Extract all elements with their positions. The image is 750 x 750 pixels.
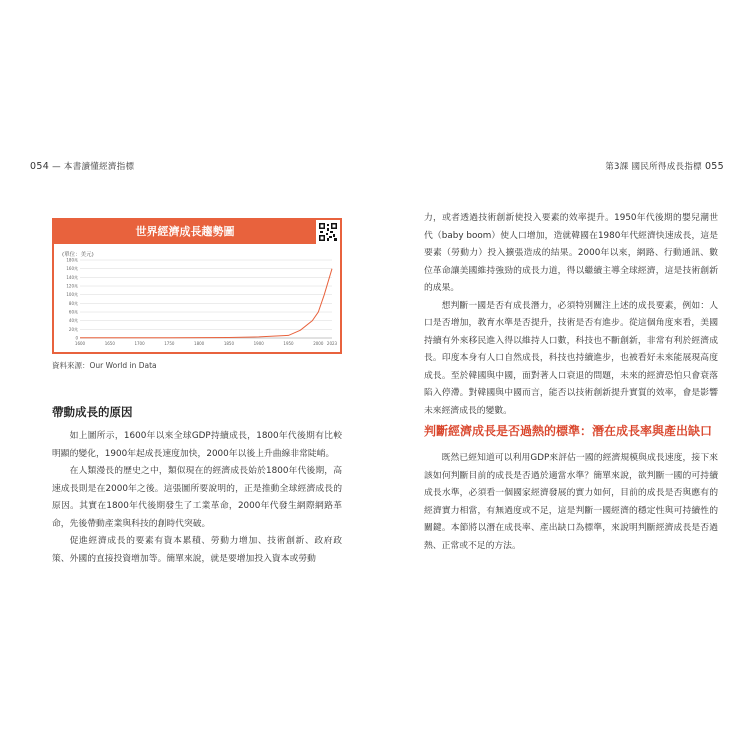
x-tick-label: 1900	[253, 341, 264, 346]
book-title: 本書讀懂經濟指標	[63, 162, 135, 172]
x-tick-label: 2023	[326, 341, 338, 346]
y-tick-label: 120兆	[66, 283, 78, 289]
y-tick-label: 60兆	[68, 309, 78, 315]
header-separator: —	[52, 162, 61, 172]
paragraph: 在人類漫長的歷史之中，類似現在的經濟成長始於1800年代後期，高速成長則是在2000年之後。這張圖所要說明的，正是推動全球經濟成長的原因。其實在1800年代後期發生了工業革命，2000年代發生網際網路革命，先後帶動產業與科技的創時代突破。	[52, 466, 342, 529]
page-number: 054	[30, 161, 50, 172]
paragraph: 促進經濟成長的要素有資本累積、勞動力增加、技術創新、政府政策、外國的直接投資增加等。簡單來說，就是要增加投入資本或勞動	[52, 536, 342, 564]
chapter-title: 國民所得成長指標	[631, 162, 702, 172]
line-chart	[58, 248, 338, 352]
right-page-header	[605, 160, 724, 174]
page-number: 055	[704, 161, 724, 172]
chart-source: 資料來源：Our World in Data	[52, 361, 157, 370]
qr-code-icon	[318, 222, 338, 242]
chart-panel	[52, 218, 342, 354]
y-tick-label: 100兆	[66, 292, 78, 298]
y-tick-label: 160兆	[66, 266, 78, 272]
y-tick-label: 180兆	[66, 257, 78, 263]
paragraph: 既然已經知道可以利用GDP來評估一國的經濟規模與成長速度，接下來該如何判斷目前的成長是否過於適當水準？簡單來說，欲判斷一國的可持續成長水準，必須看一個國家經濟發展的實力如何，目前的成長是否與應有的經濟實力相當，有無過度或不足，這是判斷一國經濟的穩定性與可持續性的關鍵。本節將以潛在成長率、產出缺口為標準，來說明判斷經濟成長是否過熱、正常或不足的方法。	[424, 453, 718, 551]
paragraph: 如上圖所示，1600年以來全球GDP持續成長，1800年代後期有比較明顯的變化，1900年起成長速度加快，2000年以後上升曲線非常陡峭。	[52, 431, 342, 459]
x-tick-label: 1600	[74, 341, 86, 346]
chart-title: 世界經濟成長趨勢圖	[54, 220, 316, 244]
x-tick-label: 1800	[194, 341, 205, 346]
y-tick-label: 140兆	[66, 274, 78, 280]
x-tick-label: 1850	[223, 341, 235, 346]
left-page-header	[30, 160, 134, 174]
x-tick-label: 2000	[313, 341, 324, 346]
section-title: 帶動成長的原因	[52, 405, 133, 419]
y-tick-label: 80兆	[68, 300, 78, 306]
y-tick-label: 0	[75, 335, 78, 341]
x-tick-label: 1700	[134, 341, 145, 346]
left-body-text	[52, 428, 342, 568]
x-tick-label: 1650	[104, 341, 115, 346]
y-tick-label: 40兆	[68, 318, 78, 324]
y-axis-label: (單位：美元)	[62, 252, 94, 258]
x-tick-label: 1750	[164, 341, 175, 346]
paragraph: 想判斷一國是否有成長潛力，必須特別關注上述的成長要素，例如：人口是否增加，教育水準是否提升，技術是否有進步。從這個角度來看，美國持續有外來移民進入得以維持人口數，科技也不斷創新，非常有利於經濟成長。印度本身有人口自然成長，科技也持續進步，也被看好未來能展現高度成長。至於韓國與中國，面對著人口衰退的問題，未來的經濟恐怕只會衰落陷入停滯。對韓國與中國而言，能否以技術創新提升實質的效率，會是影響未來經濟成長的變數。	[424, 300, 718, 416]
section-heading: 判斷經濟成長是否過熱的標準：潛在成長率與產出缺口	[424, 424, 713, 438]
x-tick-label: 1950	[283, 341, 294, 346]
paragraph: 力，或者透過技術創新使投入要素的效率提升。1950年代後期的嬰兒潮世代（baby boom）使人口增加，造就韓國在1980年代經濟快速成長，這是要素（勞動力）投入擴張造成的結果。2000年以來，網路、行動通訊、數位革命讓美國維持強勁的成長力道，得以繼續主導全球經濟，這是技術創新的成果。	[424, 213, 718, 293]
right-body-text-bottom	[424, 450, 718, 555]
y-tick-label: 20兆	[68, 326, 78, 332]
chapter-label: 第3課	[605, 162, 629, 172]
right-body-text-top	[424, 210, 718, 420]
